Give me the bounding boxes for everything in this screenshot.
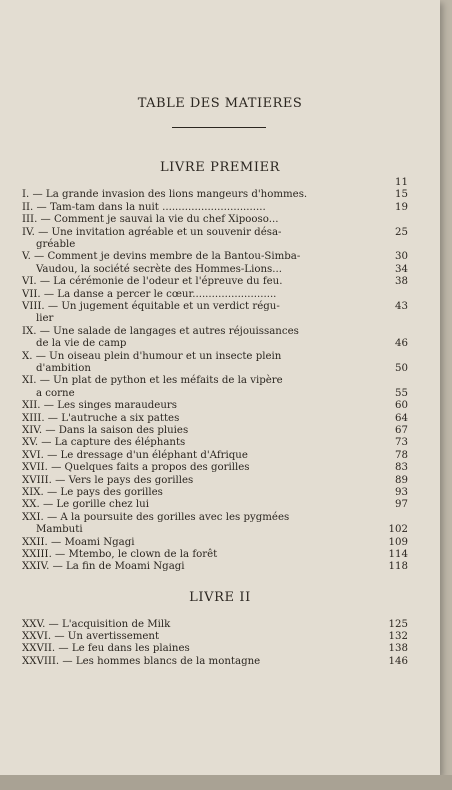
page-title: TABLE DES MATIERES <box>137 96 303 111</box>
title-rule <box>172 127 266 128</box>
toc-entry-page: 43 <box>395 301 408 312</box>
toc-entry-text: XXI. — A la poursuite des gorilles avec les pygmées <box>22 511 290 523</box>
toc-entry-text: lier <box>36 313 54 325</box>
toc-entry-page: 38 <box>395 276 408 288</box>
toc-entry-text: Mambuti <box>36 524 83 536</box>
toc-entry-text: VIII. — Un jugement équitable et un verdict régu- <box>22 301 280 312</box>
toc-entry-page: 30 <box>395 251 408 263</box>
toc-entry-text: X. — Un oiseau plein d'humour et un insecte plein <box>22 350 282 362</box>
toc-entry-text: III. — Comment je sauvai la vie du chef Xipooso... <box>22 214 279 226</box>
toc-entry-page: 55 <box>395 387 408 399</box>
toc-entry-text: I. — La grande invasion des lions mangeurs d'hommes. <box>22 189 308 201</box>
toc-entry-page: 97 <box>395 499 408 511</box>
toc-entry-text: de la vie de camp <box>36 338 127 350</box>
toc-entry-page: 73 <box>395 437 408 449</box>
toc-entry-text: VII. — La danse a percer le cœur.......................... <box>22 288 277 300</box>
toc-entry-text: V. — Comment je devins membre de la Bantou-Simba- <box>22 251 301 263</box>
toc-entry-page: 19 <box>395 201 408 213</box>
toc-entry-text: XXVII. — Le feu dans les plaines <box>22 643 190 655</box>
toc-entry-text: XXIV. — La fin de Moami Ngagi <box>22 561 185 573</box>
toc-entry-page: 146 <box>388 655 408 667</box>
toc-entry-text: XXIII. — Mtembo, le clown de la forêt <box>22 549 218 560</box>
toc-entry-text: XIX. — Le pays des gorilles <box>22 487 163 498</box>
toc-entry-text: XI. — Un plat de python et les méfaits de la vipère <box>22 375 283 387</box>
toc-entry-text: gréable <box>36 239 76 250</box>
toc-entry-page: 125 <box>388 619 408 630</box>
toc-entry-text: XX. — Le gorille chez lui <box>22 499 149 511</box>
toc-entry-page: 118 <box>388 561 408 573</box>
toc-entry-text: II. — Tam-tam dans la nuit ................................ <box>22 201 266 213</box>
toc-entry-page: 78 <box>395 449 408 461</box>
toc-entry-page: 93 <box>395 487 408 498</box>
toc-entry-text: XVII. — Quelques faits a propos des gorilles <box>22 462 250 474</box>
toc-entry-page: 89 <box>395 474 408 486</box>
toc-entry-page: 15 <box>395 189 408 201</box>
toc-entry-text: XIII. — L'autruche a six pattes <box>22 412 180 424</box>
toc-entry-text: a corne <box>36 387 75 399</box>
toc-entry-text: XVIII. — Vers le pays des gorilles <box>22 474 194 486</box>
toc-entry-text: XIV. — Dans la saison des pluies <box>22 425 189 436</box>
toc-entry-text: XXVI. — Un avertissement <box>22 631 160 643</box>
toc-entry-text: XVI. — Le dressage d'un éléphant d'Afrique <box>22 449 248 461</box>
page-edge <box>0 775 452 790</box>
book2-heading: LIVRE II <box>189 590 251 605</box>
book1-heading: LIVRE PREMIER <box>159 160 281 175</box>
toc-entry-text: IX. — Une salade de langages et autres réjouissances <box>22 325 299 337</box>
toc-entry-text: XII. — Les singes maraudeurs <box>22 400 177 412</box>
toc-entry-text: VI. — La cérémonie de l'odeur et l'épreuve du feu. <box>22 276 283 288</box>
toc-entry <box>22 560 408 574</box>
toc-entry-page: 67 <box>395 425 408 436</box>
toc-entry-text: d'ambition <box>36 363 91 374</box>
toc-entry-page: 114 <box>388 549 408 560</box>
toc-entry-page: 138 <box>388 643 408 655</box>
toc-entry-page: 109 <box>388 536 408 548</box>
toc-entry-text: Vaudou, la société secrète des Hommes-Lions... <box>36 263 282 275</box>
toc-entry-page: 132 <box>388 631 408 643</box>
toc-entry-page: 50 <box>395 363 408 374</box>
toc-entry-page: 34 <box>395 263 408 275</box>
toc-entry-page: 60 <box>395 400 408 412</box>
toc-entry-text: XXVIII. — Les hommes blancs de la montagne <box>22 655 261 667</box>
toc-entry-text: XXV. — L'acquisition de Milk <box>22 619 171 630</box>
toc-entry-text: XV. — La capture des éléphants <box>22 437 186 449</box>
toc-entry-page: 102 <box>388 524 408 536</box>
toc-entry-page: 83 <box>395 462 408 474</box>
toc-entry-page: 64 <box>395 412 408 424</box>
toc-entry-text: IV. — Une invitation agréable et un souvenir désa- <box>22 226 282 238</box>
toc-entry-page: 25 <box>395 226 408 238</box>
toc-entry-text: XXII. — Moami Ngagi <box>22 536 135 548</box>
toc-entry <box>22 655 408 669</box>
toc-entry-page: 11 <box>395 177 408 188</box>
toc-entry-page: 46 <box>395 338 408 350</box>
